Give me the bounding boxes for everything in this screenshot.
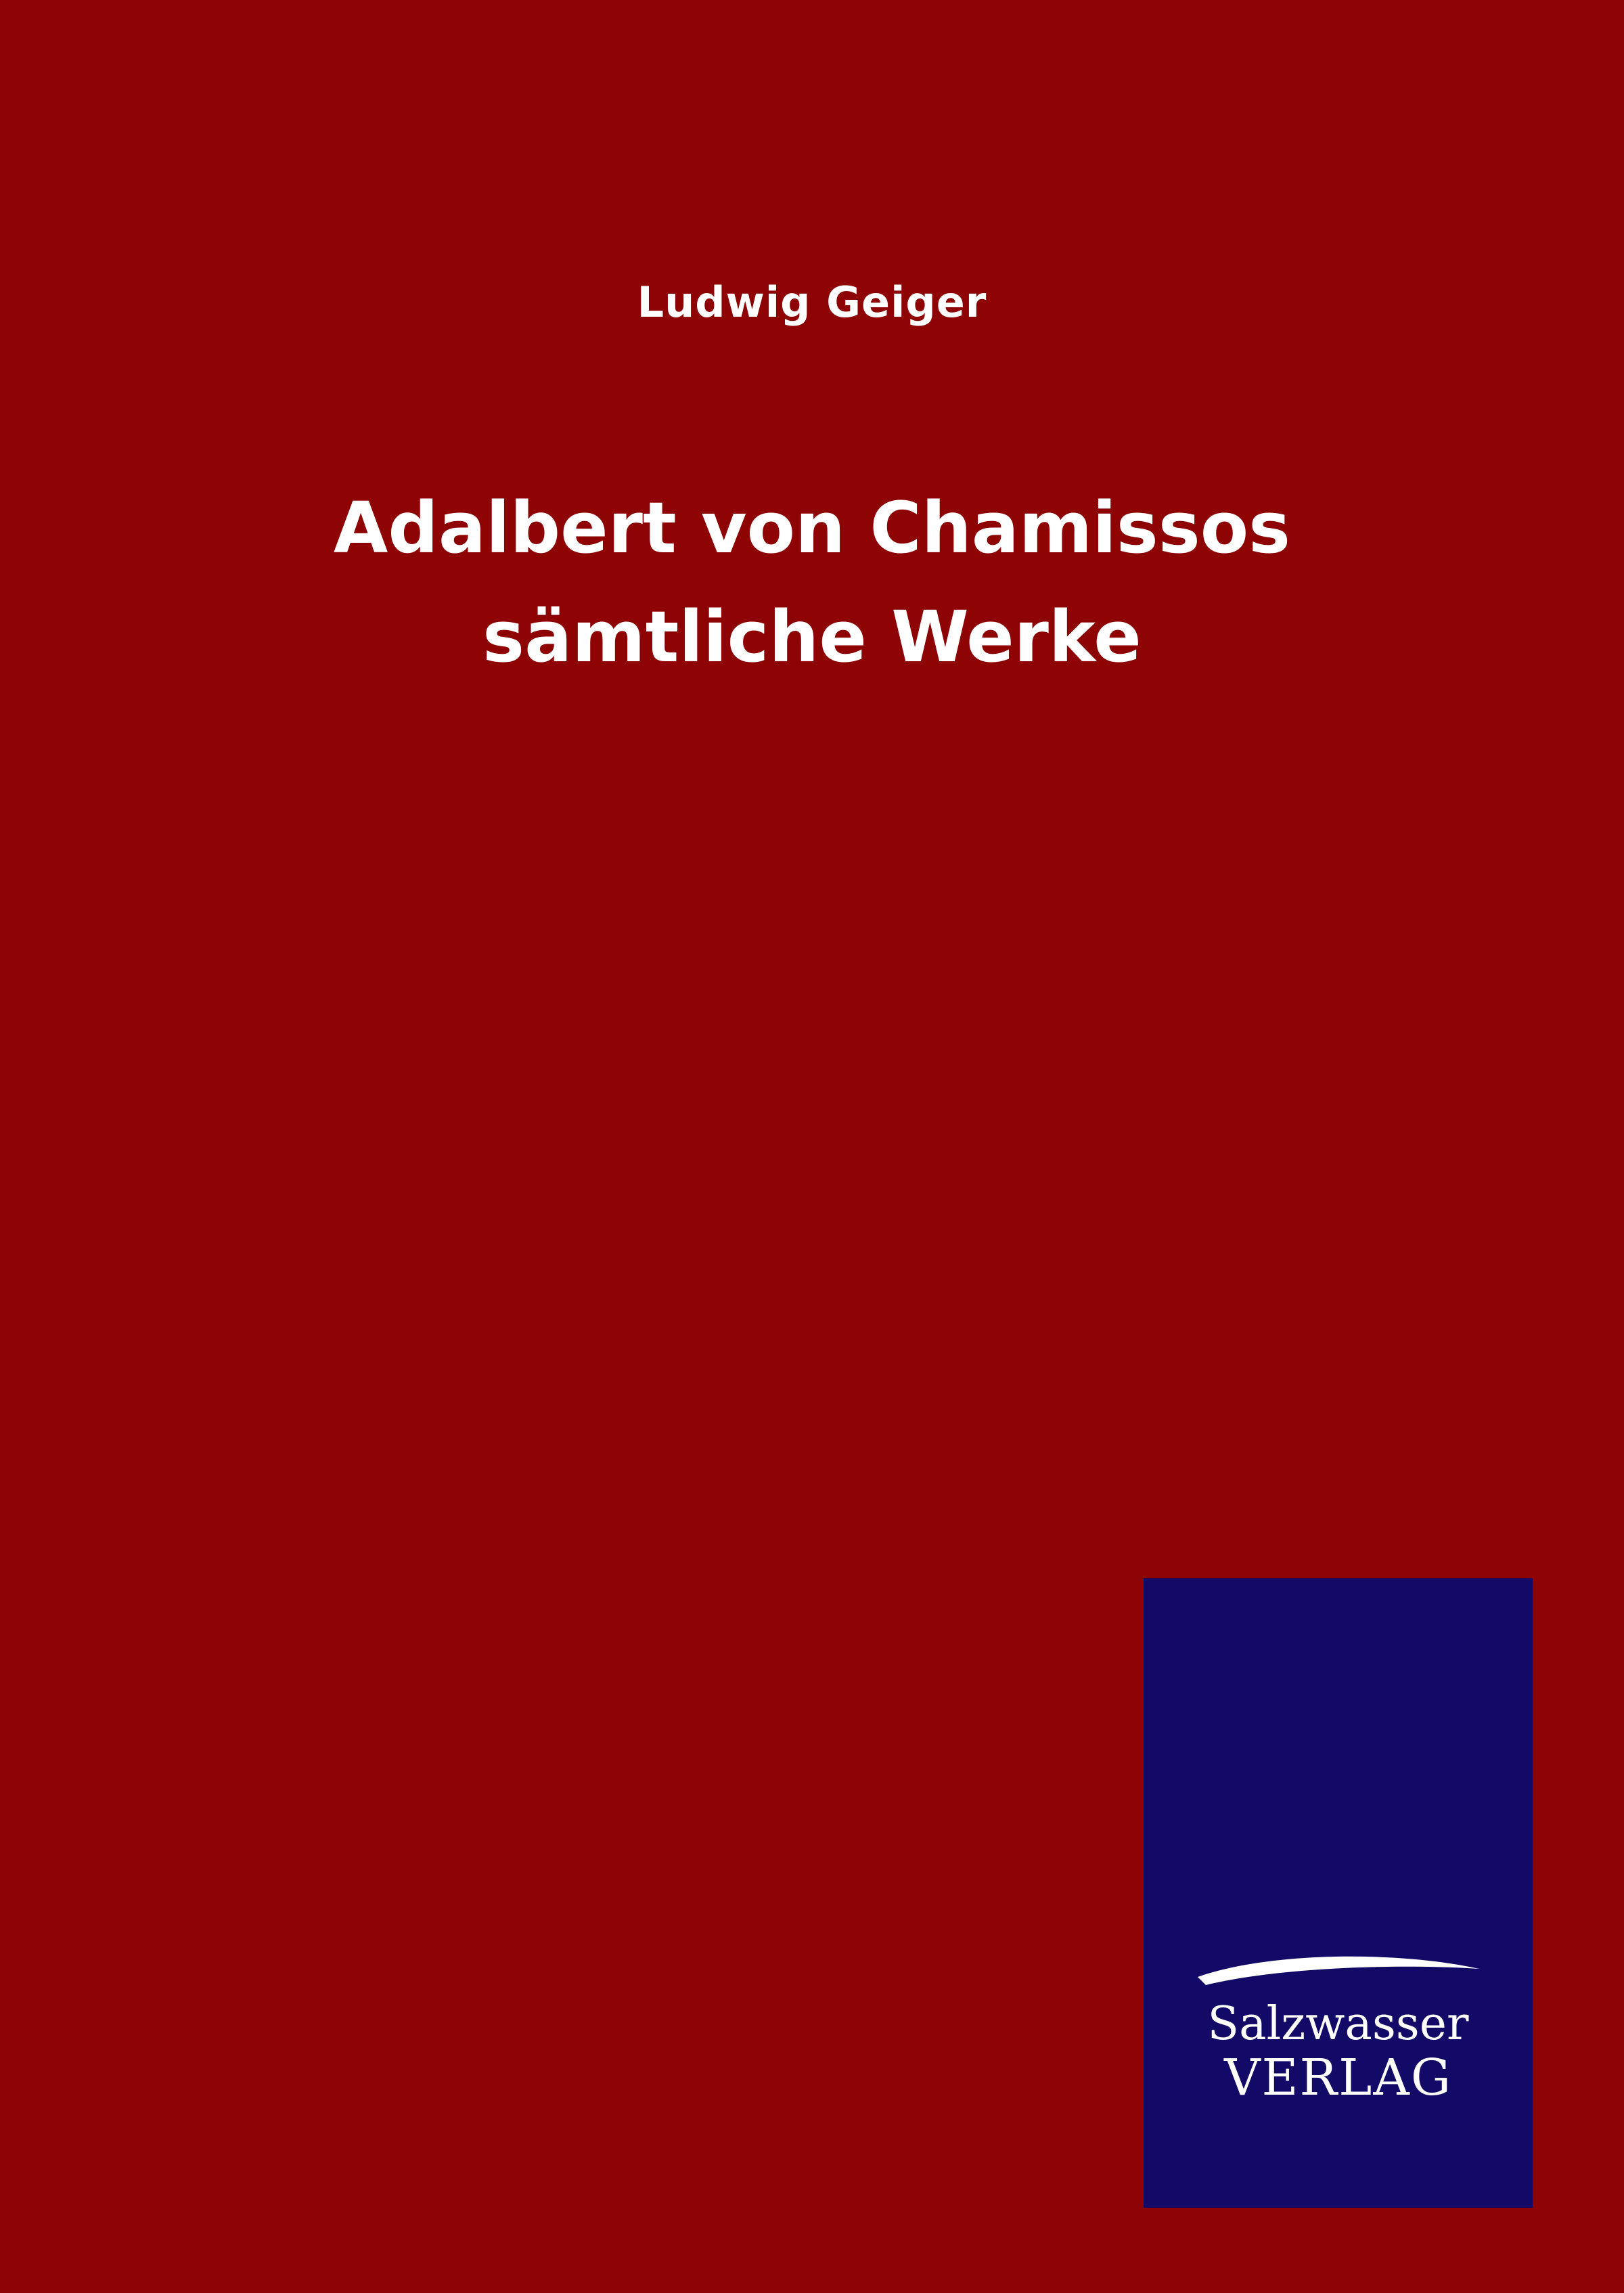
author-name: Ludwig Geiger <box>637 277 987 327</box>
publisher-logo <box>1144 1954 1533 2106</box>
publisher-logo-block <box>1144 1578 1533 2208</box>
swoosh-icon <box>1196 1954 1481 1995</box>
publisher-name: Salzwasser <box>1207 1997 1469 2051</box>
book-title: Adalbert von Chamissos sämtliche Werke <box>333 487 1291 679</box>
publisher-subtitle: VERLAG <box>1224 2049 1452 2108</box>
